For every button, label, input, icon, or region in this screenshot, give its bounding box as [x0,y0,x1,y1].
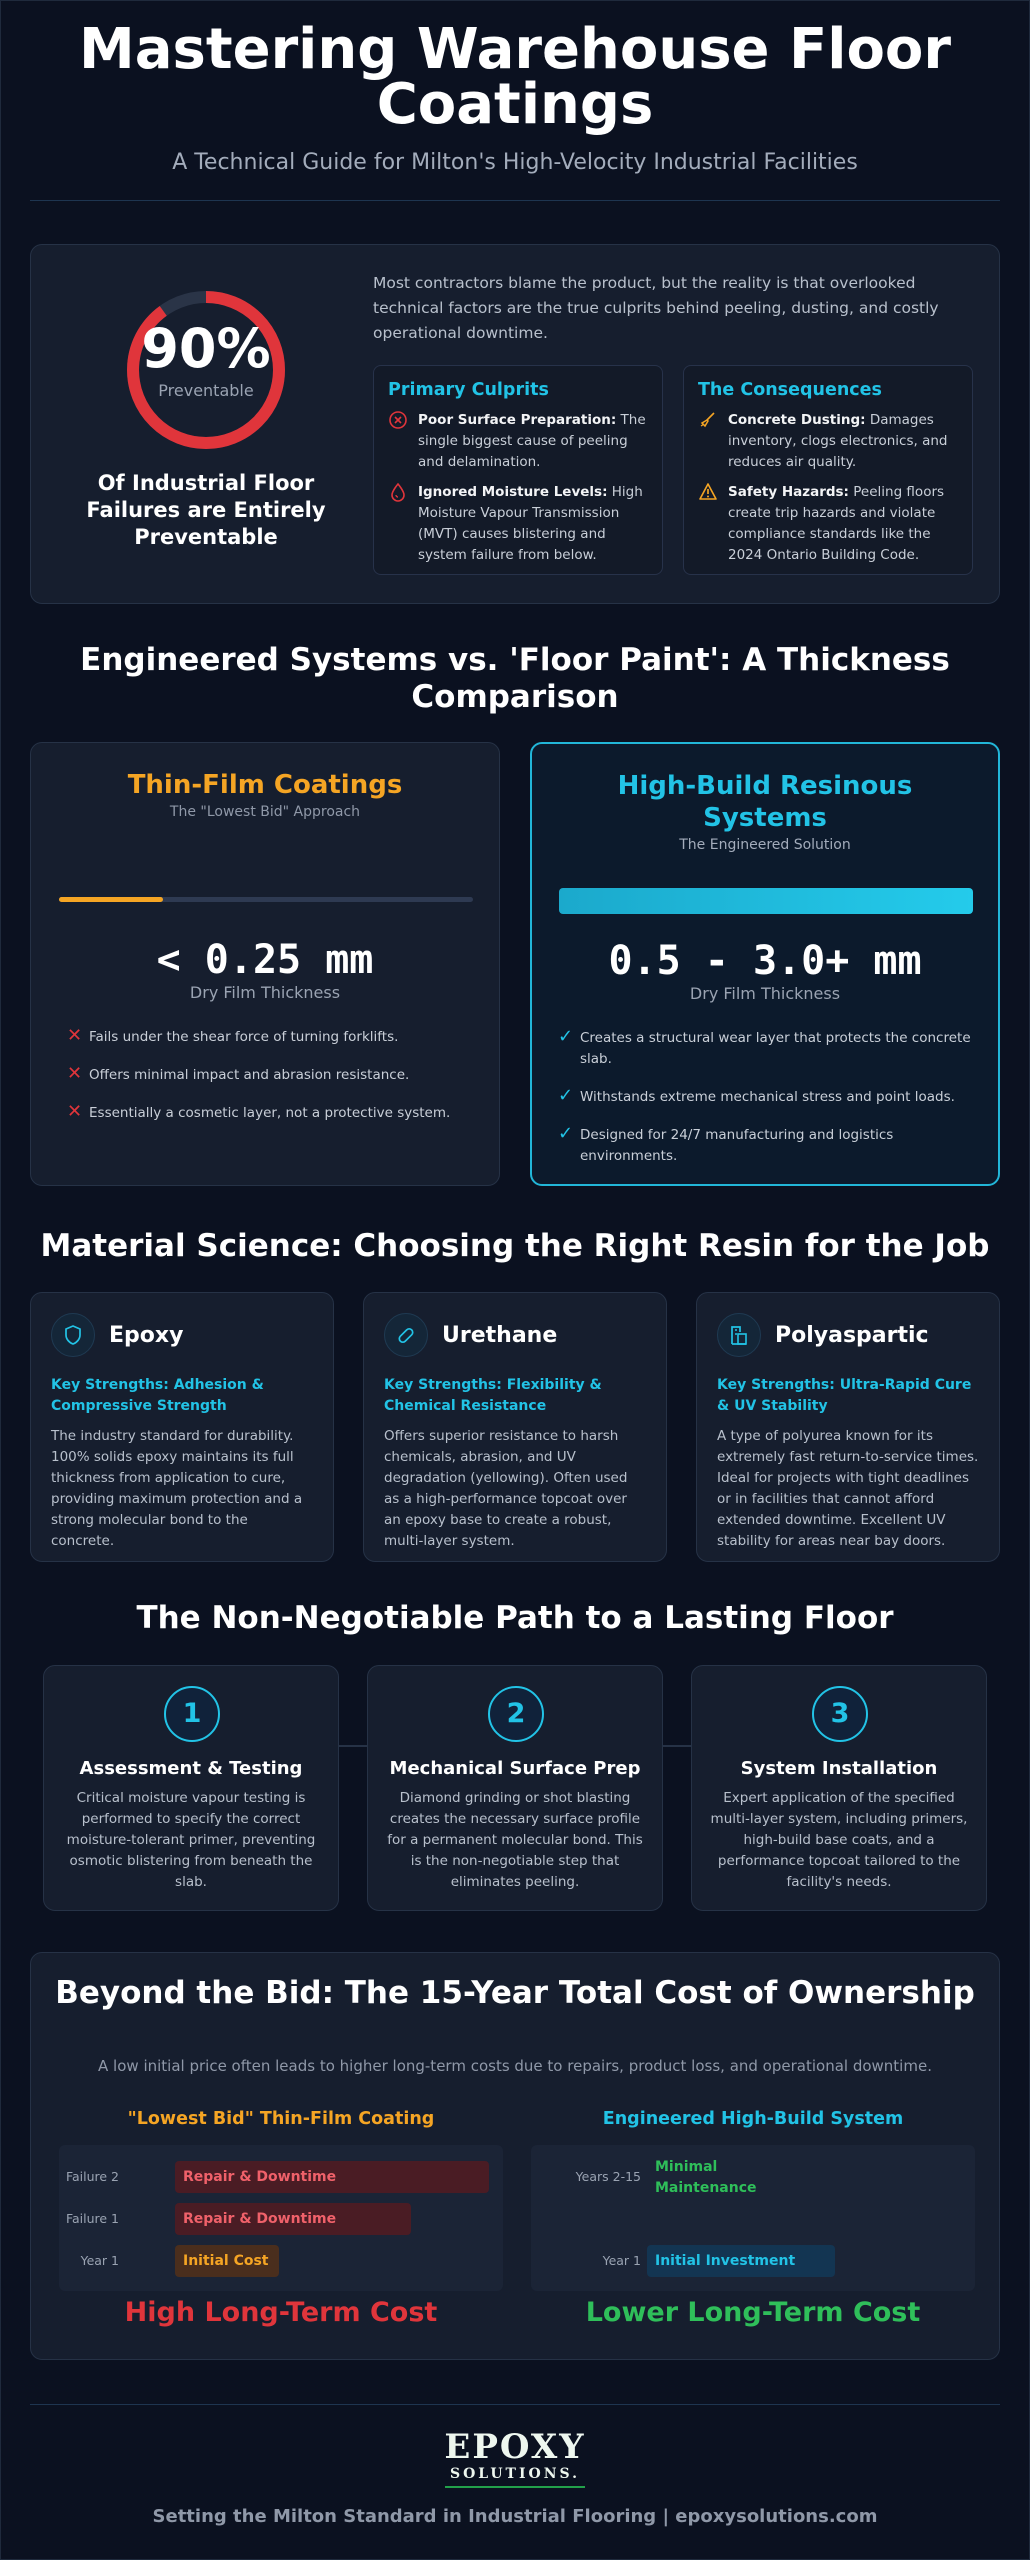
cost-subtitle: A low initial price often leads to higher long-term costs due to repairs, product loss, and operational downtime. [98,2057,932,2075]
bar-label: Years 2-15 [575,2169,641,2184]
thin-film-card [30,742,500,1186]
cost-panel [30,1952,1000,2360]
stat-caption: Of Industrial Floor Failures are Entirely Preventable [86,471,326,549]
thin-film-points [67,1027,487,1141]
thickness-heading: Engineered Systems vs. 'Floor Paint': A Thickness Comparison [80,642,950,715]
high-build-subtitle: The Engineered Solution [679,837,851,853]
company-logo [0,2428,1030,2488]
step-body: Critical moisture vapour testing is performed to specify the correct moisture-tolerant primer, preventing osmotic blistering from beneath the slab. [66,1790,316,1890]
material-card-epoxy [30,1292,334,1562]
high-build-cost-title: Engineered High-Build System [602,2109,904,2129]
x-mark-icon: ✕ [67,1063,83,1084]
cost-bar: Repair & Downtime [175,2161,489,2193]
thin-film-thickness-track [59,897,473,902]
lowest-bid-title: "Lowest Bid" Thin-Film Coating [127,2109,435,2129]
stat-value: 90% [141,317,271,380]
culprit-text: Poor Surface Preparation: The single biggest cause of peeling and delamination. [418,412,646,470]
high-build-point: ✓ Withstands extreme mechanical stress and point loads. [558,1085,955,1106]
x-mark-icon: ✕ [67,1101,83,1122]
step-connector [661,1745,691,1747]
material-card-urethane [363,1292,667,1562]
culprits-title: Primary Culprits [388,380,549,400]
thin-film-label: Dry Film Thickness [189,983,341,1002]
thin-film-point: ✕ Offers minimal impact and abrasion resistance. [67,1063,410,1084]
consequence-item [698,482,958,566]
cost-bar: Initial Cost [175,2245,279,2277]
step-title: Mechanical Surface Prep [389,1758,641,1779]
consequence-text: Safety Hazards: Peeling floors create trip hazards and violate compliance standards like the 2024 Ontario Building Code. [728,484,945,563]
thin-film-point: ✕ Essentially a cosmetic layer, not a protective system. [67,1101,451,1122]
building-clock-icon [717,1313,761,1357]
material-strength: Key Strengths: Adhesion & Compressive Strength [51,1377,264,1414]
footer-divider [30,2404,1000,2405]
high-build-card [530,742,1000,1186]
material-card-polyaspartic [696,1292,1000,1562]
bar-label: Failure 2 [65,2169,119,2184]
footer-tagline: Setting the Milton Standard in Industrial Flooring | epoxysolutions.com [152,2506,878,2527]
culprit-text: Ignored Moisture Levels: High Moisture Vapour Transmission (MVT) causes blistering and system failure from below. [418,484,643,563]
check-icon: ✓ [558,1123,574,1144]
consequences-title: The Consequences [698,380,882,400]
check-icon: ✓ [558,1085,574,1106]
capsule-icon [384,1313,428,1357]
consequence-text: Concrete Dusting: Damages inventory, clogs electronics, and reduces air quality. [728,412,948,470]
step-connector [337,1745,367,1747]
warning-icon [698,482,728,566]
stat-ring-label: Preventable [158,381,254,400]
water-drop-icon [388,482,418,566]
material-strength: Key Strengths: Ultra-Rapid Cure & UV Stability [717,1377,972,1414]
step-number: 2 [488,1686,544,1742]
materials-heading: Material Science: Choosing the Right Resin for the Job [40,1228,990,1264]
consequences-card [683,365,973,575]
thin-film-value: < 0.25 mm [156,937,374,983]
material-body: Offers superior resistance to harsh chemicals, abrasion, and UV degradation (yellowing). Often used as a high-performance topcoat over an epoxy base to create a robust, multi-layer system. [384,1428,628,1549]
cost-title: Beyond the Bid: The 15-Year Total Cost of Ownership [55,1975,975,2011]
step-title: System Installation [740,1758,938,1779]
lowest-bid-chart [59,2145,503,2291]
material-strength: Key Strengths: Flexibility & Chemical Resistance [384,1377,602,1414]
thin-film-subtitle: The "Lowest Bid" Approach [169,804,361,820]
bar-label: Failure 1 [65,2211,119,2226]
material-name: Urethane [442,1322,558,1348]
check-icon: ✓ [558,1026,574,1047]
bar-label: Year 1 [602,2253,641,2268]
step-card-2 [367,1665,663,1911]
logo-wordmark: EPOXY [444,2427,586,2467]
step-title: Assessment & Testing [79,1758,303,1779]
logo-underline [445,2486,585,2488]
step-number: 1 [164,1686,220,1742]
x-circle-icon [388,410,418,473]
culprit-item [388,482,648,566]
material-body: A type of polyurea known for its extremely fast return-to-service times. Ideal for projects with tight deadlines or in facilities that cannot afford extended downtime. Excellent UV stability for areas near bay doors. [717,1428,979,1549]
logo-subtext: SOLUTIONS. [449,2466,581,2482]
stat-intro: Most contractors blame the product, but the reality is that overlooked technical factors are the true culprits behind peeling, dusting, and costly operational downtime. [373,274,939,342]
thin-film-thickness-fill [59,897,163,902]
cost-bar: Initial Investment [647,2245,835,2277]
step-body: Expert application of the specified multi-layer system, including primers, high-build base coats, and a performance topcoat tailored to the facility's needs. [710,1790,968,1890]
step-body: Diamond grinding or shot blasting creates the necessary surface profile for a permanent molecular bond. This is the non-negotiable step that eliminates peeling. [387,1790,643,1890]
page-subtitle: A Technical Guide for Milton's High-Velocity Industrial Facilities [172,150,858,175]
shield-icon [51,1313,95,1357]
preventable-ring [121,285,291,455]
broom-icon [698,410,728,473]
consequence-item [698,410,958,473]
high-build-label: Dry Film Thickness [689,984,841,1003]
cost-bar: Minimal Maintenance [655,2159,757,2196]
page-header [30,17,1000,175]
material-name: Polyaspartic [775,1322,929,1348]
material-body: The industry standard for durability. 100% solids epoxy maintains its full thickness from application to cure, providing maximum protection and a strong molecular bond to the concrete. [51,1428,303,1549]
cost-bar: Repair & Downtime [175,2203,411,2235]
high-build-thickness-bar [559,888,973,914]
step-card-1 [43,1665,339,1911]
thin-film-point: ✕ Fails under the shear force of turning forklifts. [67,1025,399,1046]
x-mark-icon: ✕ [67,1025,83,1046]
high-build-verdict: Lower Long-Term Cost [585,2297,921,2328]
high-build-point: ✓ Creates a structural wear layer that protects the concrete slab. [558,1028,978,1070]
high-build-cost-chart [531,2145,975,2291]
culprits-card [373,365,663,575]
steps-heading: The Non-Negotiable Path to a Lasting Floor [136,1600,894,1636]
page-title: Mastering Warehouse Floor Coatings [78,17,952,137]
material-name: Epoxy [109,1322,184,1348]
thin-film-title: Thin-Film Coatings [127,770,403,800]
high-build-title: High-Build Resinous Systems [617,771,913,833]
header-divider [30,200,1000,201]
stat-panel [30,244,1000,604]
high-build-value: 0.5 - 3.0+ mm [608,938,922,984]
step-number: 3 [812,1686,868,1742]
step-card-3 [691,1665,987,1911]
culprit-item [388,410,648,473]
high-build-points [558,1028,978,1184]
lowest-bid-verdict: High Long-Term Cost [124,2297,438,2328]
high-build-point: ✓ Designed for 24/7 manufacturing and logistics environments. [558,1125,978,1167]
bar-label: Year 1 [80,2253,119,2268]
